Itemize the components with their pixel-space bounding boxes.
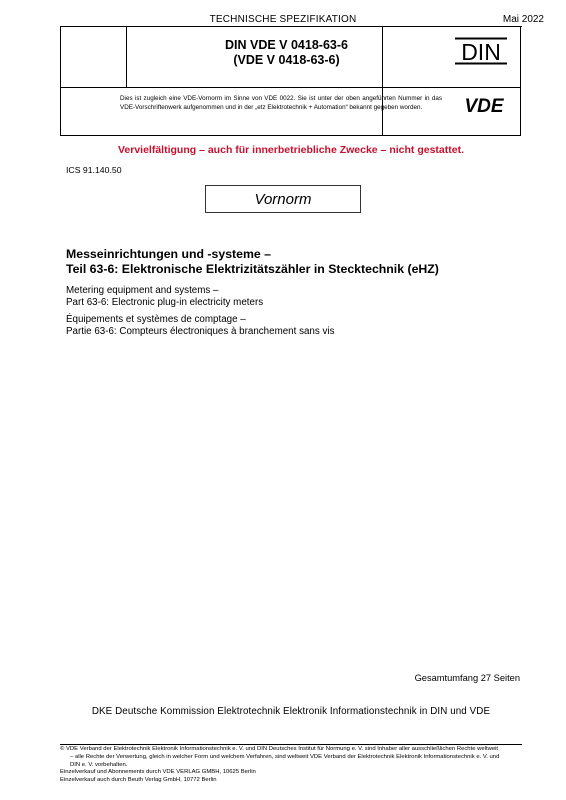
ics-code: ICS 91.140.50: [66, 165, 122, 175]
copyright-line-1: © VDE Verband der Elektrotechnik Elektronik Informationstechnik e. V. und DIN Deutsches Institut für Normung e. V. sind Inhaber aller ausschließlichen Rechte weltweit: [60, 746, 499, 752]
reproduction-warning: Vervielfältigung – auch für innerbetriebliche Zwecke – nicht gestattet.: [117, 144, 464, 156]
committee-name: DKE Deutsche Kommission Elektrotechnik Elektronik Informationstechnik in DIN und VDE: [91, 706, 491, 717]
title-german: [66, 247, 536, 277]
copyright-footer: [60, 746, 523, 785]
total-pages: Gesamtumfang 27 Seiten: [414, 673, 520, 683]
title-french: [66, 314, 536, 338]
vde-logo-text: VDE: [464, 96, 504, 116]
copyright-line-2: – alle Rechte der Verwertung, gleich in welcher Form und welchem Verfahren, sind weltweit VDE Verband der Elektrotechnik Elektronik Informationstechnik e. V. und: [70, 753, 500, 760]
standard-number: DIN VDE V 0418-63-6: [225, 38, 348, 52]
footer-rule: [60, 744, 522, 745]
sales-line-2: Einzelverkauf auch durch Beuth Verlag GmbH, 10772 Berlin: [60, 777, 217, 784]
frame-divider-horizontal: [61, 87, 520, 88]
sales-line-1: Einzelverkauf und Abonnements durch VDE VERLAG GMBH, 10625 Berlin: [60, 769, 256, 776]
title-french-line1: Équipements et systèmes de comptage –: [66, 314, 246, 325]
vde-note: Dies ist zugleich eine VDE-Vornorm im Sinne von VDE 0022. Sie ist unter der oben angeführten Nummer in das VDE-Vorschriftenwerk aufgenommen und in der „etz Elektrotechnik + Automation“ bekannt gegeben worden.: [120, 95, 442, 111]
title-english: [66, 285, 536, 309]
standard-number-block: [126, 38, 447, 68]
title-german-line2: Teil 63-6: Elektronische Elektrizitätszähler in Stecktechnik (eHZ): [66, 262, 439, 276]
din-logo: [452, 36, 510, 66]
document-type: TECHNISCHE SPEZIFIKATION: [209, 14, 357, 25]
status-label: Vornorm: [254, 190, 312, 208]
din-logo-text: DIN: [461, 39, 501, 65]
standard-alt-number: (VDE V 0418-63-6): [233, 53, 340, 67]
copyright-line-3: DIN e. V. vorbehalten.: [70, 761, 128, 768]
status-box: [205, 185, 361, 213]
publication-date: Mai 2022: [502, 14, 544, 25]
vde-logo: [452, 94, 516, 116]
title-french-line2: Partie 63-6: Compteurs électroniques à branchement sans vis: [66, 326, 335, 337]
title-english-line2: Part 63-6: Electronic plug-in electricity meters: [66, 297, 264, 308]
title-german-line1: Messeinrichtungen und -systeme –: [66, 247, 272, 261]
title-english-line1: Metering equipment and systems –: [66, 285, 219, 296]
